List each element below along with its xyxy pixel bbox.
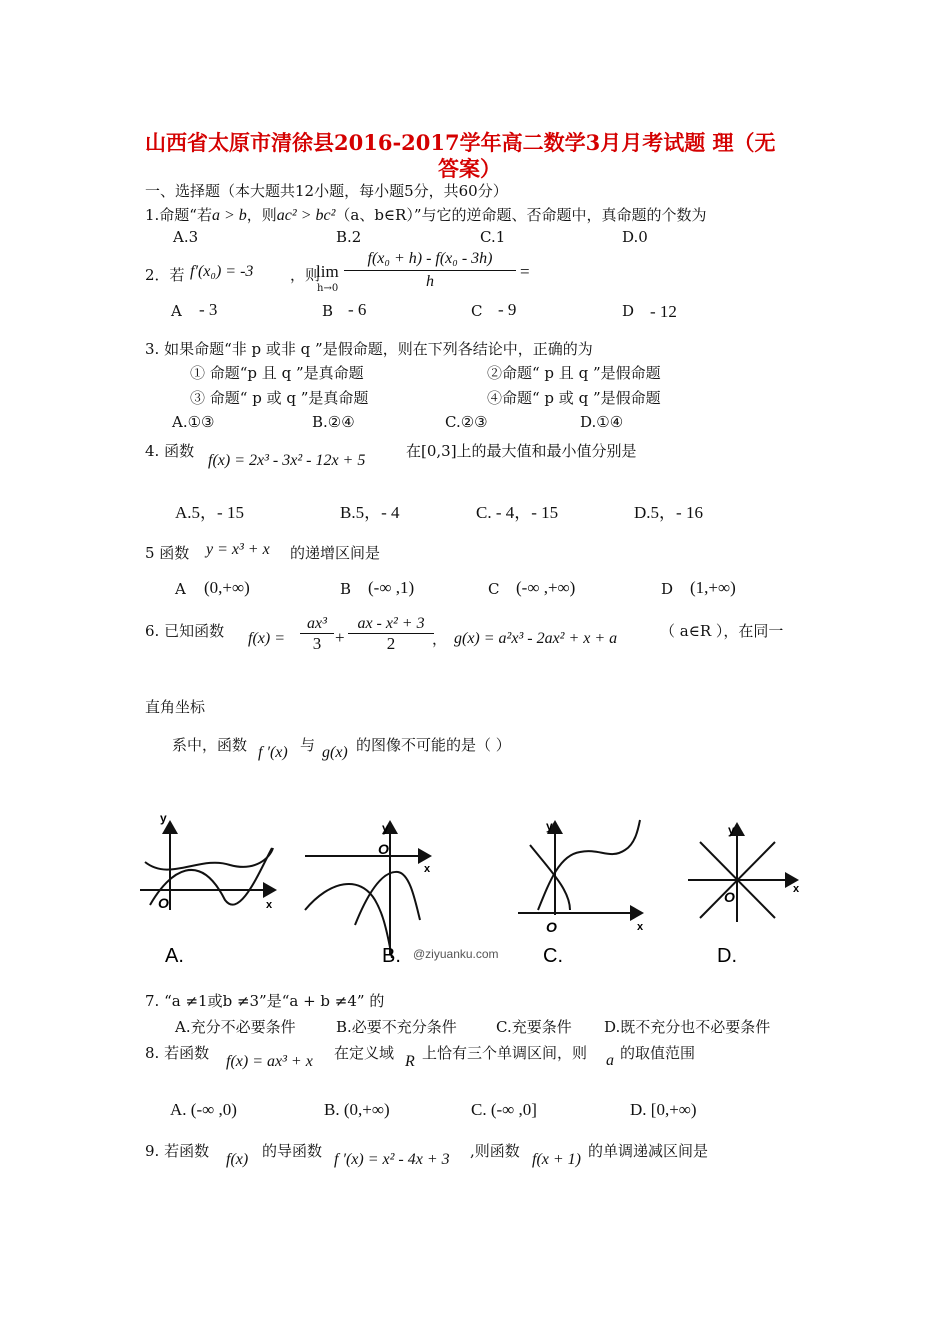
q5-prefix: 5 函数 [145, 544, 190, 562]
q1-paren: （a、b∈R） [335, 206, 414, 224]
q9-fprime: f ′(x) = x² - 4x + 3 [334, 1151, 450, 1168]
q8-suffix: 的取值范围 [620, 1044, 696, 1062]
figure-c [518, 820, 642, 915]
fig-c-curve-1 [530, 845, 570, 910]
q4-prefix: 4. 函数 [145, 442, 195, 460]
q6-frac2-num: ax - x² + 3 [348, 615, 434, 634]
fig-c-x-label: x [637, 921, 644, 933]
q5-option-a-letter: A [175, 580, 186, 598]
q4-option-c: C. - 4，- 15 [476, 503, 559, 522]
fig-c-origin: O [546, 919, 557, 935]
q7-option-a: A.充分不必要条件 [175, 1018, 296, 1036]
fig-a-x-label: x [266, 899, 273, 911]
q3-item-2: ②命题“ p 且 q ”是假命题 [487, 364, 661, 382]
q4-suffix: 在[0,3]上的最大值和最小值分别是 [406, 442, 637, 460]
page-title: 山西省太原市清徐县2016-2017学年高二数学3月月考试题 理（无 [145, 130, 776, 155]
q3-item-4: ④命题“ p 或 q ”是假命题 [487, 389, 661, 407]
q5-option-c-letter: C [488, 580, 500, 598]
q1-concl: ac² > bc² [276, 207, 336, 224]
q2-option-d-letter: D [622, 302, 635, 320]
q9-prefix: 9. 若函数 [145, 1142, 210, 1160]
q9-f2: f(x + 1) [532, 1151, 581, 1168]
q2-lim: lim [316, 262, 339, 281]
q9-f: f(x) [226, 1151, 249, 1168]
q5-option-b-letter: B [340, 580, 352, 598]
fig-b-origin: O [378, 841, 389, 857]
q6-cont2-prefix: 系中，函数 [172, 736, 248, 754]
q7-option-c: C.充要条件 [496, 1018, 572, 1036]
q9-mid: 的导函数 [262, 1142, 323, 1160]
q5-func: y = x³ + x [206, 541, 270, 558]
q1-option-d: D.0 [622, 228, 648, 246]
q3-option-b: B.②④ [312, 413, 355, 431]
fig-d-x-label: x [793, 883, 800, 895]
q6-frac2-den: 2 [386, 634, 396, 653]
q1-cond: a > b [211, 207, 247, 224]
q8-a: a [606, 1052, 614, 1069]
q2-option-c: - 9 [498, 300, 517, 319]
fig-b-y-label: y [382, 821, 389, 835]
q6-frac1-num: ax³ [300, 615, 334, 634]
q2-lim-sub: h→0 [317, 283, 339, 294]
q2-denominator: h [426, 273, 434, 290]
q4-option-d: D.5，- 16 [634, 503, 703, 522]
q3-option-d: D.①④ [580, 413, 624, 431]
q2-option-a: - 3 [199, 300, 218, 319]
q3-item-1: ① 命题“p 且 q ”是真命题 [190, 364, 364, 382]
q3-option-a: A.①③ [172, 413, 215, 431]
fig-a-curve-1 [145, 848, 273, 870]
section-heading: 一、选择题（本大题共12小题，每小题5分，共60分） [145, 182, 508, 200]
q8-func: f(x) = ax³ + x [226, 1053, 313, 1070]
q6-frac1 [300, 615, 334, 654]
fig-b-curve-2 [355, 872, 420, 925]
fig-b-x-label: x [424, 863, 431, 875]
q5-option-c: (-∞ ,+∞) [516, 578, 576, 597]
q2-option-b-letter: B [322, 302, 334, 320]
q6-gx: g(x) [322, 744, 348, 761]
q8-mid: 在定义域 [334, 1044, 395, 1062]
q1-option-a: A.3 [173, 228, 199, 246]
q4-option-b: B.5，- 4 [340, 503, 400, 522]
q5-option-d-letter: D [661, 580, 674, 598]
q1-prefix: 1.命题“若 [145, 206, 212, 224]
fig-c-curve-2 [538, 820, 640, 910]
q6-g: g(x) = a²x³ - 2ax² + x + a [454, 630, 618, 647]
q5-option-b: (-∞ ,1) [368, 578, 415, 597]
q5-option-a: (0,+∞) [204, 578, 250, 597]
q6-figures [130, 810, 820, 970]
q2-numerator: f(x₀ + h) - f(x₀ - 3h) [344, 250, 516, 271]
q9-suffix: 的单调递减区间是 [588, 1142, 709, 1160]
q2-option-d: - 12 [650, 302, 677, 321]
q6-cont2-suffix: 的图像不可能的是（ ） [356, 736, 511, 754]
q2-prefix: 2．若 [145, 266, 185, 284]
fig-a-label: A. [165, 945, 184, 967]
q6-frac1-den: 3 [312, 634, 322, 653]
figure-d [688, 824, 797, 922]
fig-a-y-label: y [160, 811, 167, 825]
q5-option-d: (1,+∞) [690, 578, 736, 597]
q6-f-left: f(x) = [248, 630, 285, 647]
q2-then: ，则 [290, 266, 321, 284]
fig-c-y-label: y [546, 819, 553, 833]
q8-mid2: 上恰有三个单调区间，则 [422, 1044, 588, 1062]
fig-c-label: C. [543, 945, 563, 967]
q2-fraction [344, 250, 516, 291]
q3-option-c: C.②③ [445, 413, 488, 431]
q1-option-b: B.2 [336, 228, 362, 246]
q4-option-a: A.5，- 15 [175, 503, 244, 522]
q1-suffix: ”与它的逆命题、否命题中，真命题的个数为 [413, 206, 707, 224]
q8-option-b: B. (0,+∞) [324, 1100, 390, 1119]
q8-option-a: A. (-∞ ,0) [170, 1100, 237, 1119]
q8-R: R [405, 1053, 415, 1070]
q7-stem: 7. “a ≠1或b ≠3”是“a + b ≠4” 的 [145, 992, 385, 1010]
q2-option-b: - 6 [348, 300, 367, 319]
q2-eq: = [520, 262, 530, 281]
q5-suffix: 的递增区间是 [290, 544, 381, 562]
q6-fprime: f ′(x) [258, 744, 288, 761]
page-title-cont: 答案） [438, 156, 501, 181]
fig-d-y-label: y [728, 823, 735, 837]
q8-prefix: 8. 若函数 [145, 1044, 210, 1062]
q3-stem: 3. 如果命题“非 p 或非 q ”是假命题，则在下列各结论中，正确的为 [145, 340, 593, 358]
q8-option-c: C. (-∞ ,0] [471, 1100, 537, 1119]
question-1 [145, 204, 707, 225]
q6-plus: + [335, 628, 345, 647]
q2-given: f′(x₀) = -3 [190, 263, 254, 280]
q1-option-c: C.1 [480, 228, 506, 246]
q7-option-b: B.必要不充分条件 [336, 1018, 457, 1036]
fig-b-label: B. [382, 945, 401, 967]
q4-func: f(x) = 2x³ - 3x² - 12x + 5 [208, 452, 366, 469]
q3-item-3: ③ 命题“ p 或 q ”是真命题 [190, 389, 369, 407]
q2-option-c-letter: C [471, 302, 483, 320]
q6-prefix: 6. 已知函数 [145, 622, 225, 640]
figure-b [305, 822, 430, 958]
q2-option-a-letter: A [171, 302, 182, 320]
q6-and: 与 [300, 736, 316, 754]
fig-a-origin: O [158, 895, 169, 911]
q6-cond: （ a∈R ），在同一 [660, 622, 784, 640]
q6-frac2 [348, 615, 434, 654]
q6-cont1: 直角坐标 [145, 698, 206, 716]
q7-option-d: D.既不充分也不必要条件 [604, 1018, 771, 1036]
q8-option-d: D. [0,+∞) [630, 1100, 697, 1119]
fig-d-origin: O [724, 889, 735, 905]
q6-comma: ， [432, 630, 448, 648]
q9-mid2: ,则函数 [470, 1142, 520, 1160]
watermark: @ziyuanku.com [413, 947, 499, 961]
fig-b-curve-1 [305, 884, 392, 958]
q1-mid: ，则 [246, 206, 277, 224]
fig-d-label: D. [717, 945, 737, 967]
